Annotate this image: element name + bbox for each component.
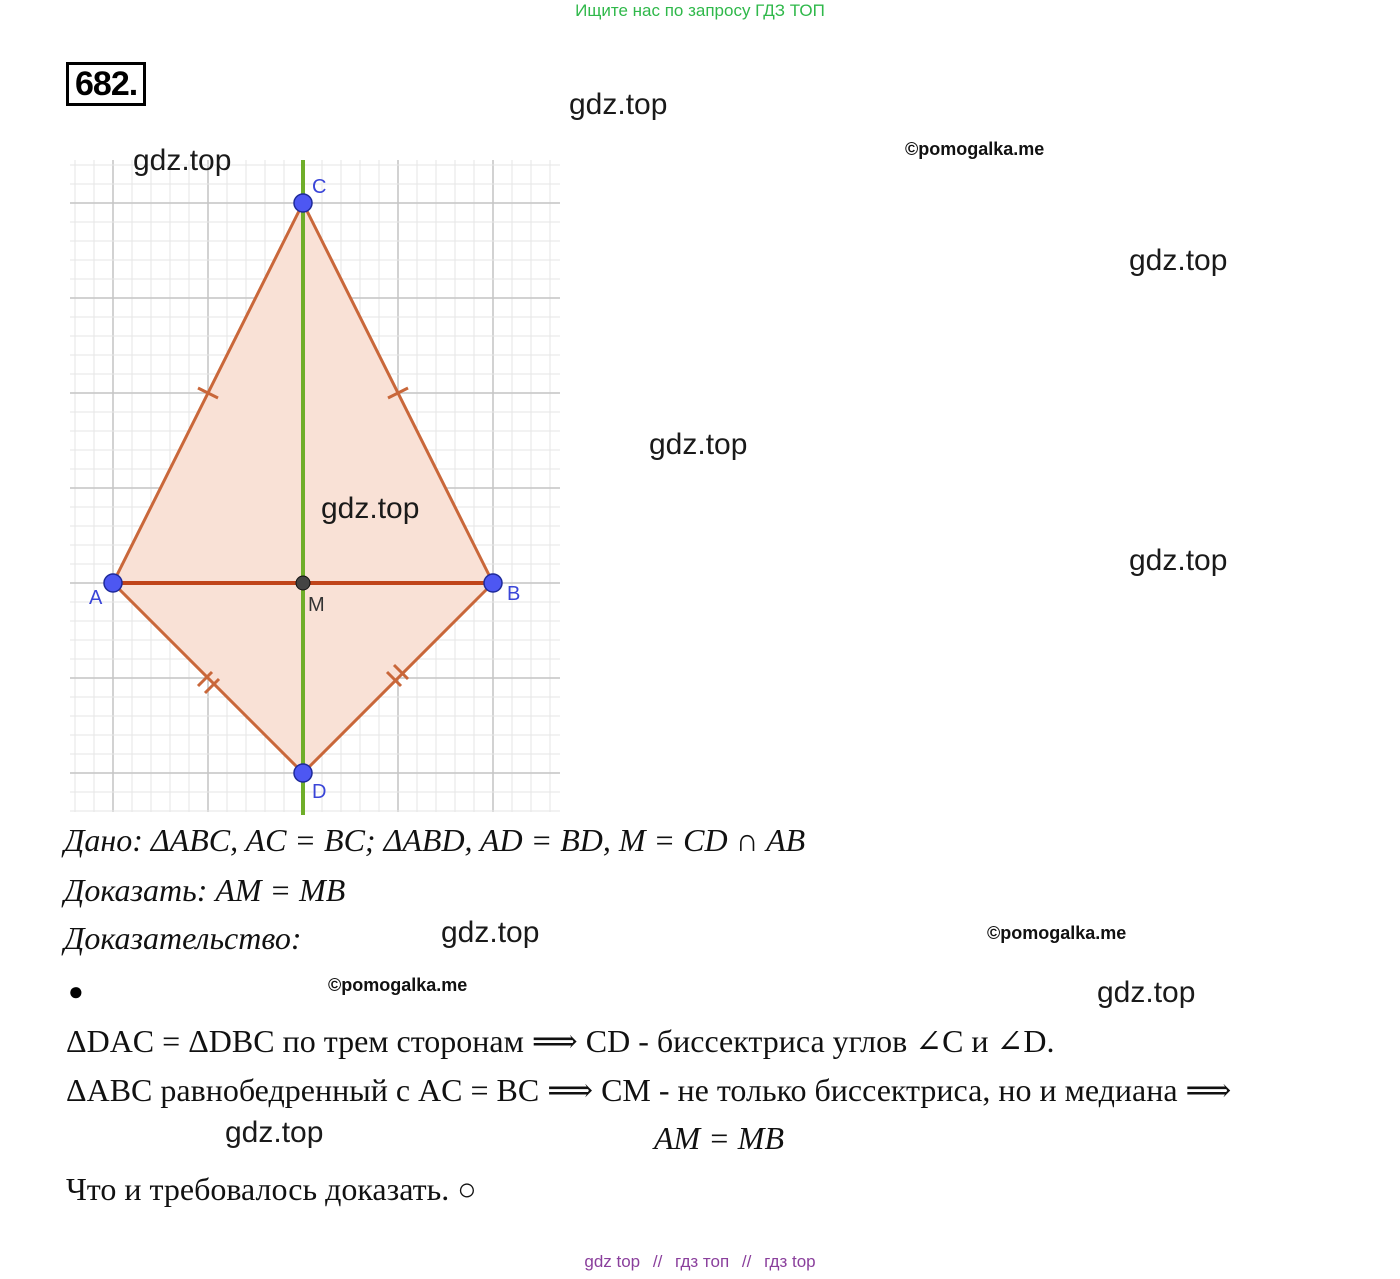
watermark-gdz: gdz.top xyxy=(441,916,540,949)
watermark-gdz: gdz.top xyxy=(569,88,668,121)
watermark-gdz: gdz.top xyxy=(225,1116,324,1149)
prove-line xyxy=(64,872,345,909)
given-label: Дано xyxy=(64,822,133,858)
footer-links xyxy=(0,1252,1400,1272)
label-c: C xyxy=(312,176,327,198)
footer-link[interactable]: gdz top xyxy=(584,1252,641,1271)
point-m xyxy=(296,576,310,590)
watermark-gdz: gdz.top xyxy=(133,144,232,177)
watermark-gdz: gdz.top xyxy=(1097,976,1196,1009)
proof-line-3: AM = MB xyxy=(654,1120,784,1156)
point-b xyxy=(484,574,502,592)
watermark-gdz: gdz.top xyxy=(321,492,420,525)
label-d: D xyxy=(312,781,327,803)
point-c xyxy=(294,194,312,212)
point-d xyxy=(294,764,312,782)
prove-math: : AM = MB xyxy=(196,872,346,908)
geometry-figure xyxy=(60,150,570,820)
proof-line-2: ΔABC равнобедренный с AC = BC ⟹ CM - не только биссектриса, но и медиана ⟹ xyxy=(66,1072,1232,1108)
prove-label: Доказать xyxy=(64,872,197,908)
watermark-pomogalka: ©pomogalka.me xyxy=(987,923,1127,943)
problem-number: 682. xyxy=(66,62,146,106)
label-b: B xyxy=(507,583,521,605)
given-math: : ΔABC, AC = BC; ΔABD, AD = BD, M = CD ∩ AB xyxy=(132,822,806,858)
watermark-pomogalka: ©pomogalka.me xyxy=(328,975,468,995)
proof-line-1: ΔDAC = ΔDBC по трем сторонам ⟹ CD - биссектриса углов ∠C и ∠D. xyxy=(66,1023,1055,1059)
footer-separator: // xyxy=(652,1252,663,1271)
footer-separator: // xyxy=(741,1252,752,1271)
label-a: A xyxy=(89,587,103,609)
given-line xyxy=(64,822,805,859)
bullet: ● xyxy=(68,976,84,1006)
watermark-pomogalka: ©pomogalka.me xyxy=(905,139,1045,159)
qed-line: Что и требовалось доказать. ○ xyxy=(66,1171,477,1207)
watermark-gdz: gdz.top xyxy=(1129,244,1228,277)
footer-link[interactable]: гдз top xyxy=(764,1252,816,1271)
watermark-gdz: gdz.top xyxy=(1129,544,1228,577)
footer-link[interactable]: гдз топ xyxy=(675,1252,730,1271)
proof-heading: Доказательство: xyxy=(64,920,302,956)
label-m: M xyxy=(308,594,325,616)
point-a xyxy=(104,574,122,592)
watermark-gdz: gdz.top xyxy=(649,428,748,461)
search-banner: Ищите нас по запросу ГДЗ ТОП xyxy=(575,1,825,20)
